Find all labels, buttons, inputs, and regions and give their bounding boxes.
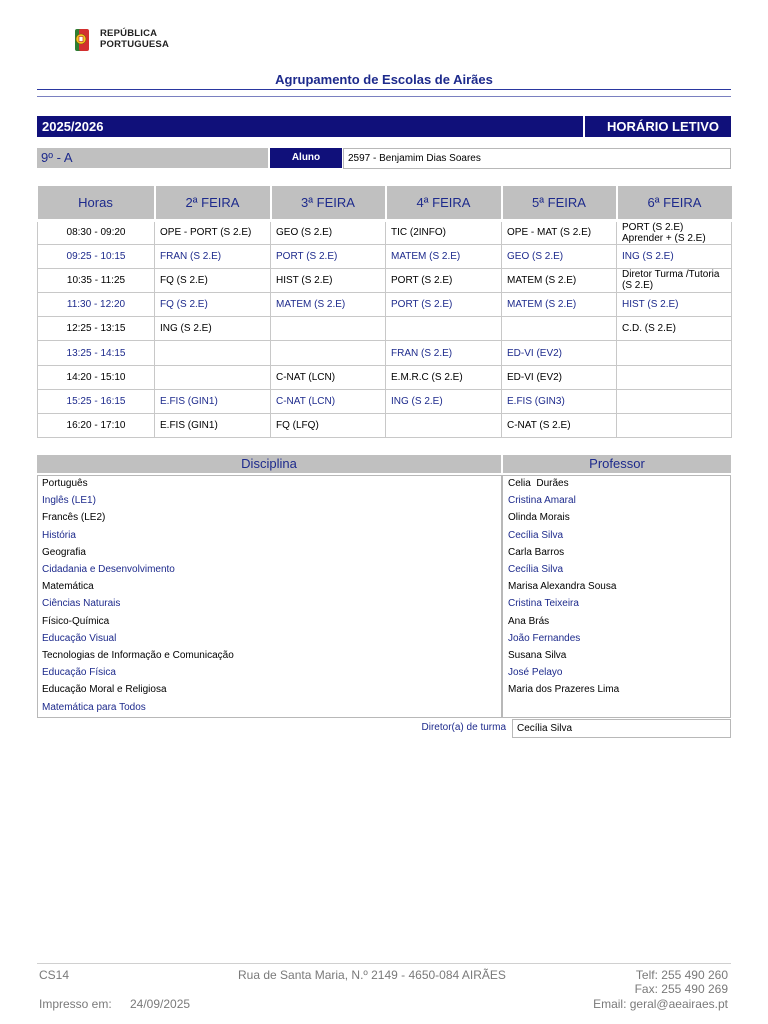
teacher-item: João Fernandes — [508, 632, 581, 644]
class-cell — [617, 341, 732, 365]
discipline-item: Geografia — [42, 546, 86, 558]
class-cell: C.D. (S 2.E) — [617, 317, 732, 341]
class-cell — [502, 317, 617, 341]
class-cell: ING (S 2.E) — [155, 317, 271, 341]
discipline-item: Cidadania e Desenvolvimento — [42, 564, 175, 576]
discipline-item: História — [42, 529, 76, 541]
timetable-row — [38, 268, 732, 292]
timetable-row — [38, 341, 732, 365]
class-cell: HIST (S 2.E) — [271, 268, 386, 292]
time-slot: 11:30 - 12:20 — [38, 293, 155, 317]
class-cell: MATEM (S 2.E) — [271, 293, 386, 317]
teacher-item: Celia Durães — [508, 478, 569, 489]
class-cell: ED-VI (EV2) — [502, 341, 617, 365]
class-name: 9º - A — [37, 148, 268, 168]
footer-address: Rua de Santa Maria, N.º 2149 - 4650-084 AIRÃES — [238, 968, 506, 982]
teacher-item: Ana Brás — [508, 615, 550, 627]
class-cell: MATEM (S 2.E) — [502, 268, 617, 292]
time-slot: 15:25 - 16:15 — [38, 389, 155, 413]
timetable — [37, 186, 732, 438]
class-cell: FQ (S 2.E) — [155, 268, 271, 292]
class-cell: E.FIS (GIN3) — [502, 389, 617, 413]
class-cell: ING (S 2.E) — [617, 244, 732, 268]
class-cell: PORT (S 2.E) — [271, 244, 386, 268]
class-cell: FQ (LFQ) — [271, 414, 386, 438]
class-cell: PORT (S 2.E) Aprender + (S 2.E) — [617, 220, 732, 244]
discipline-item: Ciências Naturais — [42, 598, 121, 610]
class-cell: E.FIS (GIN1) — [155, 414, 271, 438]
timetable-row — [38, 244, 732, 268]
document-code: CS14 — [39, 968, 70, 982]
footer-divider — [37, 963, 731, 964]
schedule-type-bar: HORÁRIO LETIVO — [585, 116, 731, 137]
class-cell: FRAN (S 2.E) — [386, 341, 502, 365]
discipline-item: Inglês (LE1) — [42, 495, 96, 507]
class-cell: PORT (S 2.E) — [386, 293, 502, 317]
discipline-list — [42, 475, 234, 716]
timetable-row — [38, 220, 732, 244]
discipline-item: Francês (LE2) — [42, 512, 106, 524]
class-cell: OPE - PORT (S 2.E) — [155, 220, 271, 244]
teacher-item: Carla Barros — [508, 546, 565, 558]
class-cell — [386, 317, 502, 341]
class-cell: ING (S 2.E) — [386, 389, 502, 413]
timetable-row — [38, 317, 732, 341]
footer-email: Email: geral@aeairaes.pt — [593, 997, 728, 1011]
coat-of-arms-icon — [72, 27, 94, 53]
discipline-item: Físico-Química — [42, 615, 110, 627]
class-cell: C-NAT (LCN) — [271, 389, 386, 413]
class-cell: GEO (S 2.E) — [271, 220, 386, 244]
teacher-item: Cristina Amaral — [508, 495, 576, 507]
teacher-list — [508, 475, 619, 699]
student-value: 2597 - Benjamim Dias Soares — [343, 148, 731, 169]
discipline-item: Português — [42, 478, 88, 489]
class-cell — [386, 414, 502, 438]
footer-phone: Telf: 255 490 260 — [635, 968, 728, 982]
discipline-item: Educação Física — [42, 667, 116, 679]
teacher-item: Cecília Silva — [508, 529, 564, 541]
logo-line-2: PORTUGUESA — [100, 39, 170, 50]
teacher-item: Cristina Teixeira — [508, 598, 579, 610]
header-divider — [37, 89, 731, 90]
logo-text — [100, 28, 169, 50]
class-cell: FQ (S 2.E) — [155, 293, 271, 317]
time-slot: 13:25 - 14:15 — [38, 341, 155, 365]
class-cell: HIST (S 2.E) — [617, 293, 732, 317]
class-cell: ED-VI (EV2) — [502, 365, 617, 389]
header-divider-thin — [37, 96, 731, 97]
class-cell: FRAN (S 2.E) — [155, 244, 271, 268]
class-cell: MATEM (S 2.E) — [386, 244, 502, 268]
header-friday: 6ª FEIRA — [617, 186, 732, 220]
discipline-item: Matemática para Todos — [42, 701, 146, 713]
class-cell — [617, 365, 732, 389]
timetable-row — [38, 293, 732, 317]
timetable-row — [38, 414, 732, 438]
discipline-header: Disciplina — [37, 455, 501, 473]
school-year-bar: 2025/2026 — [37, 116, 583, 137]
class-cell: C-NAT (S 2.E) — [502, 414, 617, 438]
class-cell: E.M.R.C (S 2.E) — [386, 365, 502, 389]
class-cell: GEO (S 2.E) — [502, 244, 617, 268]
discipline-item: Educação Visual — [42, 632, 117, 644]
teacher-item: Olinda Morais — [508, 512, 570, 524]
discipline-item: Tecnologias de Informação e Comunicação — [42, 650, 234, 662]
class-cell — [155, 341, 271, 365]
school-title: Agrupamento de Escolas de Airães — [275, 72, 493, 87]
class-director-label: Diretor(a) de turma — [421, 722, 506, 733]
teacher-header: Professor — [503, 455, 731, 473]
class-cell: Diretor Turma /Tutoria (S 2.E) — [617, 268, 732, 292]
class-cell — [155, 365, 271, 389]
timetable-header-row — [38, 186, 732, 220]
class-director-value: Cecília Silva — [512, 719, 731, 738]
republic-logo — [72, 26, 182, 54]
time-slot: 10:35 - 11:25 — [38, 268, 155, 292]
printed-date: 24/09/2025 — [130, 997, 191, 1011]
timetable-row — [38, 365, 732, 389]
header-wednesday: 4ª FEIRA — [386, 186, 502, 220]
discipline-item: Matemática — [42, 581, 94, 593]
footer-fax: Fax: 255 490 269 — [634, 982, 728, 996]
class-cell: OPE - MAT (S 2.E) — [502, 220, 617, 244]
header-monday: 2ª FEIRA — [155, 186, 271, 220]
teacher-item: Marisa Alexandra Sousa — [508, 581, 617, 593]
teacher-item: Susana Silva — [508, 650, 567, 662]
teacher-item: José Pelayo — [508, 667, 563, 679]
time-slot: 09:25 - 10:15 — [38, 244, 155, 268]
time-slot: 12:25 - 13:15 — [38, 317, 155, 341]
time-slot: 08:30 - 09:20 — [38, 220, 155, 244]
header-thursday: 5ª FEIRA — [502, 186, 617, 220]
time-slot: 14:20 - 15:10 — [38, 365, 155, 389]
logo-line-1: REPÚBLICA — [100, 28, 158, 39]
teacher-item: Cecília Silva — [508, 564, 564, 576]
discipline-item: Educação Moral e Religiosa — [42, 684, 167, 696]
teacher-item: Maria dos Prazeres Lima — [508, 684, 620, 696]
class-cell: C-NAT (LCN) — [271, 365, 386, 389]
student-label: Aluno — [270, 148, 342, 168]
timetable-row — [38, 389, 732, 413]
class-cell — [271, 317, 386, 341]
header-tuesday: 3ª FEIRA — [271, 186, 386, 220]
class-cell: MATEM (S 2.E) — [502, 293, 617, 317]
class-cell: PORT (S 2.E) — [386, 268, 502, 292]
time-slot: 16:20 - 17:10 — [38, 414, 155, 438]
class-cell — [617, 389, 732, 413]
class-cell: TIC (2INFO) — [386, 220, 502, 244]
class-cell — [617, 414, 732, 438]
printed-label: Impresso em: — [39, 997, 112, 1011]
class-cell: E.FIS (GIN1) — [155, 389, 271, 413]
class-cell — [271, 341, 386, 365]
header-hours: Horas — [38, 186, 155, 220]
